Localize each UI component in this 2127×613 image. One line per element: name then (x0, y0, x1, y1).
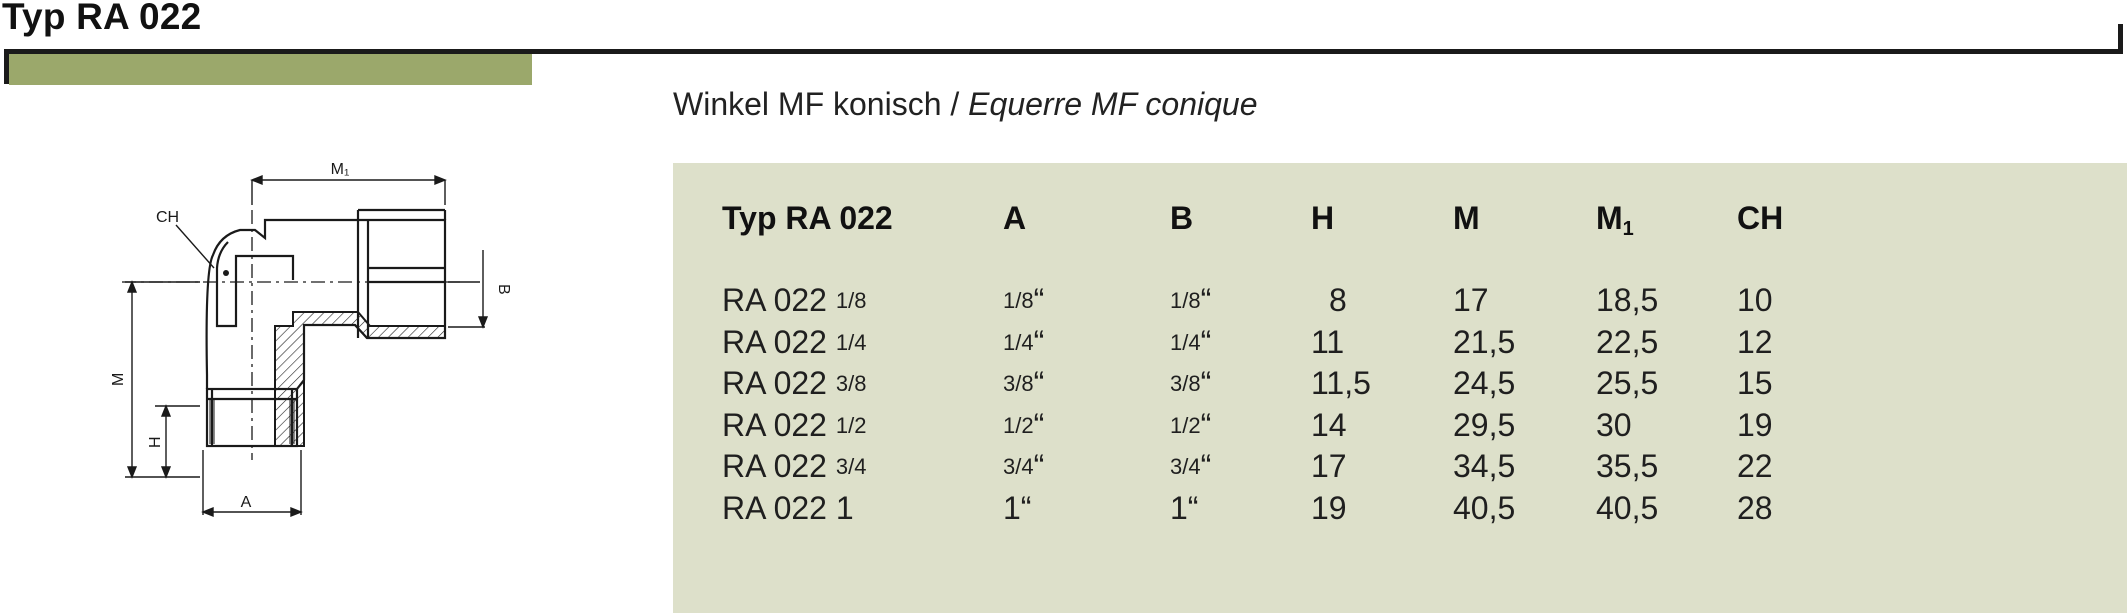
cell-h: 19 (1311, 489, 1347, 526)
header-h: H (1311, 200, 1335, 236)
cell-b (1170, 490, 1198, 527)
header-b: B (1170, 200, 1194, 236)
header-tick-right (2118, 24, 2123, 54)
header-m1-base: M (1596, 200, 1623, 236)
cell-h: 11,5 (1311, 365, 1371, 401)
cell-a-value: 3/4 (1003, 454, 1034, 479)
cell-type-base: RA 022 1 (722, 489, 854, 526)
cell-m: 24,5 (1453, 365, 1516, 401)
cell-h: 14 (1311, 406, 1347, 443)
cell-a-value: 1/8 (1003, 288, 1034, 313)
cell-type-fraction: 3/4 (835, 454, 867, 479)
cell-type-fraction: 1/4 (835, 329, 867, 355)
cell-b-unit: “ (1200, 406, 1212, 443)
cell-ch: 12 (1737, 323, 1773, 360)
cell-b-unit: “ (1200, 448, 1212, 484)
dim-label-h: H (147, 436, 164, 448)
cell-m1: 40,5 (1596, 489, 1659, 526)
cell-ch: 22 (1737, 448, 1773, 484)
cell-h: 11 (1311, 323, 1345, 360)
cell-b-value: 1 (1170, 489, 1188, 526)
cell-b (1170, 365, 1211, 402)
dim-label-a: A (240, 494, 252, 511)
cell-a-value: 1 (1003, 489, 1021, 526)
cell-m: 17 (1453, 282, 1489, 318)
cell-m1: 25,5 (1596, 365, 1659, 401)
cell-ch: 28 (1737, 489, 1773, 526)
cell-b (1170, 407, 1211, 444)
cell-m1: 30 (1596, 406, 1632, 443)
cell-a-unit: “ (1033, 365, 1045, 401)
header-ch: CH (1737, 200, 1784, 236)
cell-a (1003, 407, 1044, 444)
dimension-table (673, 163, 2127, 613)
cell-ch: 19 (1737, 406, 1773, 443)
cell-m: 40,5 (1453, 489, 1516, 526)
dim-label-m1: M₁ (330, 161, 350, 178)
cell-m1: 18,5 (1596, 282, 1659, 318)
cell-b-value: 3/4 (1170, 454, 1201, 479)
cell-type-base: RA 022 (722, 448, 827, 484)
dim-label-ch: CH (156, 209, 180, 226)
cell-a-value: 1/2 (1003, 412, 1034, 438)
cell-m: 29,5 (1453, 406, 1516, 443)
cell-a (1003, 324, 1044, 361)
header-type: Typ RA 022 (722, 200, 893, 236)
subtitle-french: Equerre MF conique (968, 86, 1258, 122)
accent-bar (9, 54, 532, 85)
cell-a-unit: “ (1033, 282, 1045, 318)
cell-a-unit: “ (1033, 323, 1045, 360)
cell-m: 34,5 (1453, 448, 1516, 484)
page-title: Typ RA 022 (2, 0, 202, 37)
subtitle-german: Winkel MF konisch / (673, 86, 969, 122)
cell-type-fraction: 3/8 (835, 371, 867, 396)
cell-a-value: 3/8 (1003, 371, 1034, 396)
cell-type (722, 448, 866, 485)
cell-m: 21,5 (1453, 323, 1516, 360)
cell-type-fraction: 1/8 (835, 288, 867, 313)
cell-type-fraction: 1/2 (835, 412, 867, 438)
header-m1-subscript: 1 (1622, 218, 1634, 240)
cell-b-value: 1/2 (1170, 412, 1201, 438)
header-m1 (1596, 200, 1634, 241)
cell-a-unit: “ (1033, 448, 1045, 484)
dim-label-b: B (495, 284, 512, 295)
cell-b-unit: “ (1200, 282, 1212, 318)
fitting-outline (207, 220, 445, 389)
cell-b (1170, 448, 1211, 485)
cell-type (722, 365, 866, 402)
cell-a (1003, 490, 1031, 527)
cell-b-unit: “ (1200, 365, 1212, 401)
cell-type (722, 324, 866, 361)
cell-a (1003, 448, 1044, 485)
cell-a-unit: “ (1020, 489, 1032, 526)
cell-b-value: 1/8 (1170, 288, 1201, 313)
cell-type-base: RA 022 (722, 406, 827, 443)
cell-a (1003, 282, 1044, 319)
cell-type-base: RA 022 (722, 282, 827, 318)
cell-m1: 35,5 (1596, 448, 1659, 484)
dim-label-m: M (110, 372, 127, 386)
cell-ch: 15 (1737, 365, 1773, 401)
cell-h: 8 (1329, 282, 1347, 318)
cell-a-unit: “ (1033, 406, 1045, 443)
cell-b-value: 1/4 (1170, 329, 1201, 355)
cell-b-unit: “ (1187, 489, 1199, 526)
cell-b-value: 3/8 (1170, 371, 1201, 396)
cell-b-unit: “ (1200, 323, 1212, 360)
cell-b (1170, 324, 1211, 361)
cell-type (722, 490, 854, 527)
product-subtitle (673, 86, 1258, 123)
cell-m1: 22,5 (1596, 323, 1659, 360)
cell-a-value: 1/4 (1003, 329, 1034, 355)
cell-type (722, 407, 866, 444)
header-m: M (1453, 200, 1480, 236)
cell-ch: 10 (1737, 282, 1773, 318)
cell-type-base: RA 022 (722, 365, 827, 401)
cell-type (722, 282, 866, 319)
header-a: A (1003, 200, 1027, 236)
cell-b (1170, 282, 1211, 319)
cell-h: 17 (1311, 448, 1347, 484)
cell-a (1003, 365, 1044, 402)
cell-type-base: RA 022 (722, 323, 827, 360)
fitting-technical-drawing (100, 150, 512, 530)
